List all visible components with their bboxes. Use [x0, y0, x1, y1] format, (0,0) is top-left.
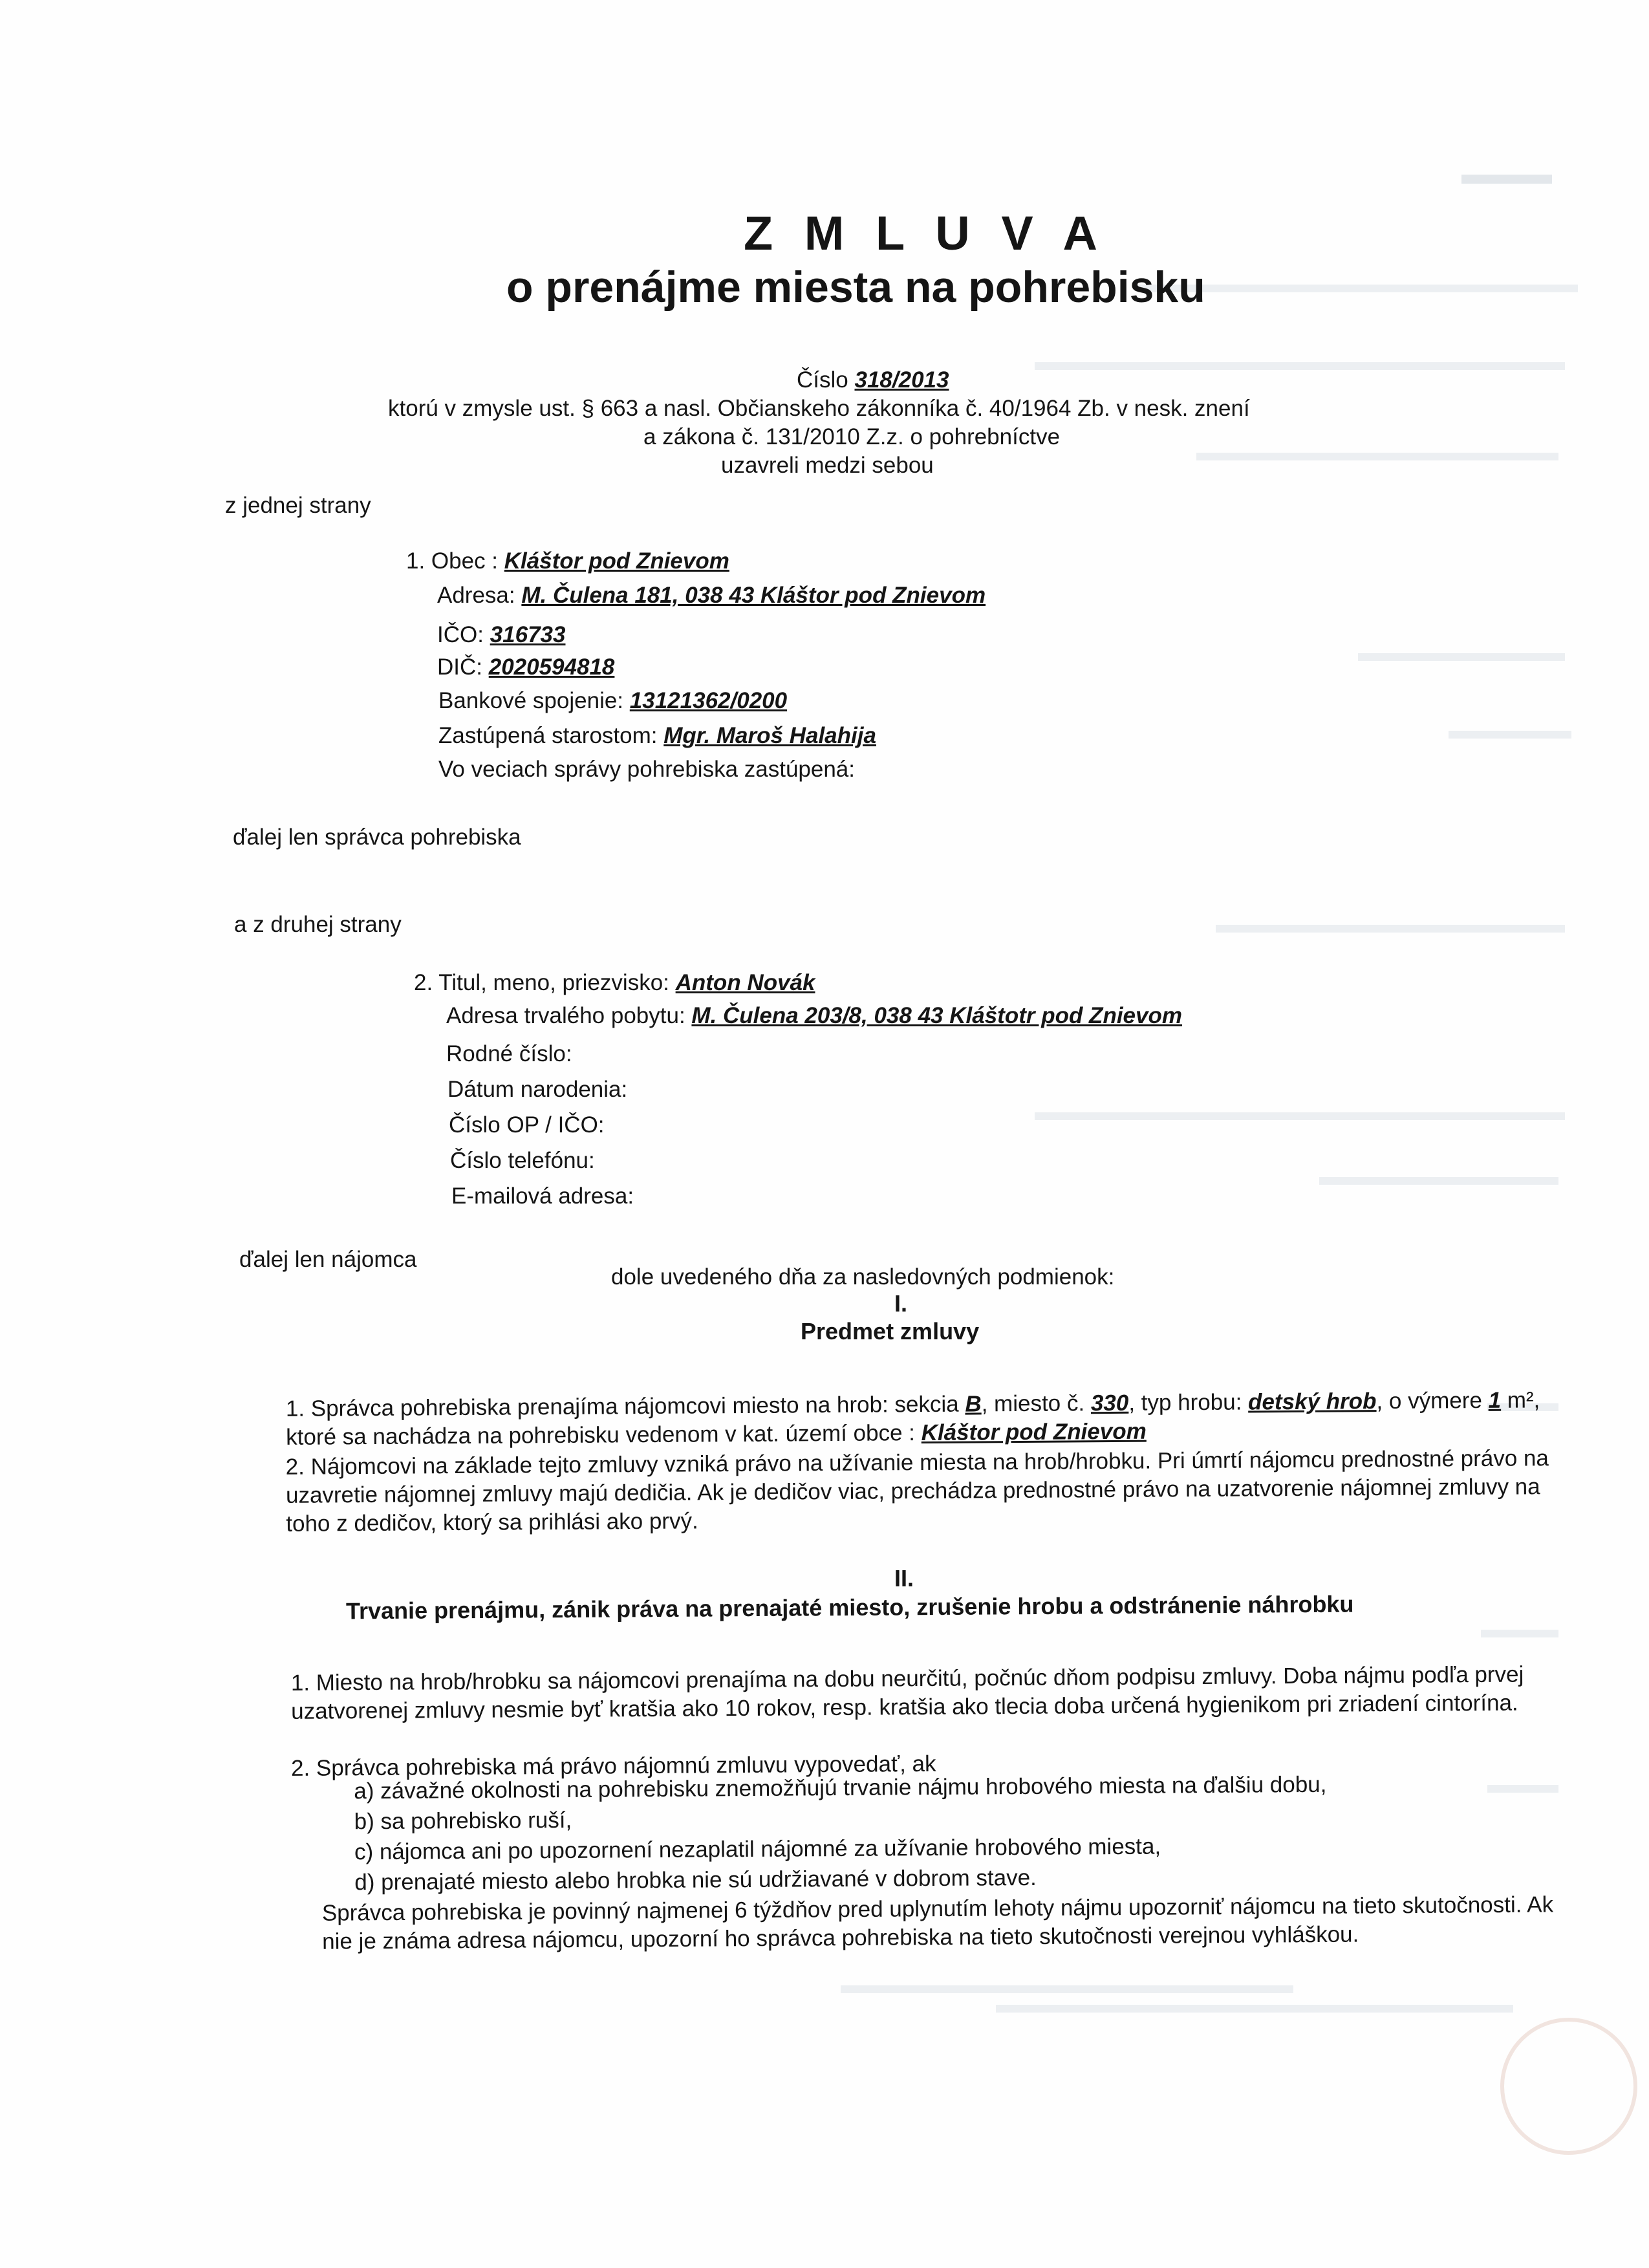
section2-heading: Trvanie prenájmu, zánik práva na prenajaté miesto, zrušenie hrobu a odstránenie náhrobku	[345, 1590, 1354, 1625]
party1-bank-label: Bankové spojenie:	[438, 688, 624, 713]
party2-phone: Číslo telefónu:	[450, 1148, 595, 1173]
party2-name	[414, 970, 815, 996]
party1-dic-value: 2020594818	[488, 654, 615, 680]
conditions-intro: dole uvedeného dňa za nasledovných podmienok:	[611, 1264, 1115, 1290]
party2-address-value: M. Čulena 203/8, 038 43 Kláštotr pod Znievom	[691, 1003, 1182, 1028]
section2-paragraph-1: 1. Miesto na hrob/hrobku sa nájomcovi prenajíma na dobu neurčitú, počnúc dňom podpisu zmluvy. Doba nájmu podľa prvej uzatvorenej zmluvy nesmie byť kratšia ako 10 rokov, resp. kratšia ako tlecia doba určená hygienikom pri zriadení cintorína.	[290, 1661, 1524, 1724]
party2-birth-number: Rodné číslo:	[446, 1041, 572, 1066]
party2-name-value: Anton Novák	[675, 970, 815, 995]
party1-intro: z jednej strany	[225, 493, 371, 518]
document-subtitle: o prenájme miesta na pohrebisku	[506, 263, 1205, 312]
contract-number-label: Číslo	[797, 367, 848, 393]
list-item: c) nájomca ani po upozornení nezaplatil nájomné za užívanie hrobového miesta,	[354, 1833, 1161, 1865]
contract-number	[797, 367, 949, 393]
party1-ico-value: 316733	[490, 622, 566, 647]
party1-ico	[437, 622, 565, 648]
contract-number-value: 318/2013	[854, 367, 949, 393]
list-item: b) sa pohrebisko ruší,	[354, 1807, 572, 1835]
legal-basis-line-3: uzavreli medzi sebou	[721, 453, 934, 478]
section1-p1-grave-type: detský hrob	[1247, 1388, 1377, 1415]
document-title: Z M L U V A	[744, 206, 1106, 260]
party2-address-label: Adresa trvalého pobytu:	[446, 1003, 685, 1028]
section1-paragraph-1	[286, 1386, 1567, 1452]
party1-representative	[438, 723, 876, 749]
party1-municipality	[406, 548, 729, 574]
section1-p1-text-c: , typ hrobu:	[1128, 1389, 1249, 1416]
section2-closing-paragraph: Správca pohrebiska je povinný najmenej 6 týždňov pred uplynutím lehoty nájmu upozorniť nájomcu na tieto skutočnosti. Ak nie je známa adresa nájomcu, upozorní ho správca pohrebiska na tieto skutočnosti verejnou vyhláškou.	[321, 1892, 1554, 1954]
section1-p1-place: 330	[1090, 1390, 1129, 1416]
party1-bank	[438, 688, 787, 714]
list-item: d) prenajaté miesto alebo hrobka nie sú udržiavané v dobrom stave.	[354, 1864, 1037, 1895]
party2-email: E-mailová adresa:	[451, 1183, 634, 1209]
section1-p1-text-b: , miesto č.	[981, 1390, 1092, 1417]
section1-numeral: I.	[894, 1290, 908, 1317]
party1-address	[437, 583, 986, 609]
legal-basis-line-1: ktorú v zmysle ust. § 663 a nasl. Občianskeho zákonníka č. 40/1964 Zb. v nesk. znení	[388, 396, 1250, 421]
list-item: a) závažné okolnosti na pohrebisku znemožňujú trvanie nájmu hrobového miesta na ďalšiu dobu,	[354, 1771, 1327, 1804]
section1-p1-area: 1	[1488, 1387, 1502, 1413]
party1-dic-label: DIČ:	[437, 654, 482, 680]
party2-id-number: Číslo OP / IČO:	[449, 1112, 605, 1138]
section1-p1-section: B	[965, 1391, 982, 1417]
section1-p1-text-e: m², ktoré sa nachádza na pohrebisku vedenom v kat. území obce :	[286, 1387, 1540, 1450]
section1-p1-text-d: , o výmere	[1376, 1387, 1489, 1414]
party1-admin-representative: Vo veciach správy pohrebiska zastúpená:	[438, 757, 855, 782]
party1-address-value: M. Čulena 181, 038 43 Kláštor pod Znievom	[521, 583, 986, 608]
party1-representative-label: Zastúpená starostom:	[438, 723, 658, 748]
party1-representative-value: Mgr. Maroš Halahija	[663, 723, 876, 748]
party1-ico-label: IČO:	[437, 622, 484, 647]
section1-paragraph-2: 2. Nájomcovi na základe tejto zmluvy vzniká právo na užívanie miesta na hrob/hrobku. Pri úmrtí nájomcu prednostné právo na uzavretie nájomnej zmluvy majú dedičia. Ak je dedičov viac, prechádza prednostné právo na uzatvorenie nájomnej zmluvy na toho z dedičov, ktorý sa prihlási ako prvý.	[285, 1445, 1549, 1537]
party1-address-label: Adresa:	[437, 583, 515, 608]
legal-basis-line-2: a zákona č. 131/2010 Z.z. o pohrebníctve	[643, 424, 1061, 449]
section1-p1-municipality: Kláštor pod Znievom	[921, 1418, 1147, 1446]
party2-address	[446, 1003, 1182, 1029]
party2-role: ďalej len nájomca	[239, 1247, 417, 1272]
party2-intro: a z druhej strany	[234, 912, 402, 937]
party1-bank-value: 13121362/0200	[629, 688, 788, 713]
party2-birth-date: Dátum narodenia:	[447, 1077, 628, 1102]
section2-paragraph-2: 2. Správca pohrebiska má právo nájomnú zmluvu vypovedať, ak	[290, 1751, 936, 1781]
party1-role: ďalej len správca pohrebiska	[233, 825, 521, 850]
party1-dic	[437, 654, 614, 680]
party1-municipality-value: Kláštor pod Znievom	[504, 548, 729, 574]
section1-p1-text-a: 1. Správca pohrebiska prenajíma nájomcovi miesto na hrob: sekcia	[285, 1391, 965, 1421]
section1-heading: Predmet zmluvy	[801, 1318, 980, 1345]
party2-name-label: 2. Titul, meno, priezvisko:	[414, 970, 669, 995]
section2-numeral: II.	[894, 1565, 914, 1592]
party1-municipality-label: 1. Obec :	[406, 548, 499, 574]
